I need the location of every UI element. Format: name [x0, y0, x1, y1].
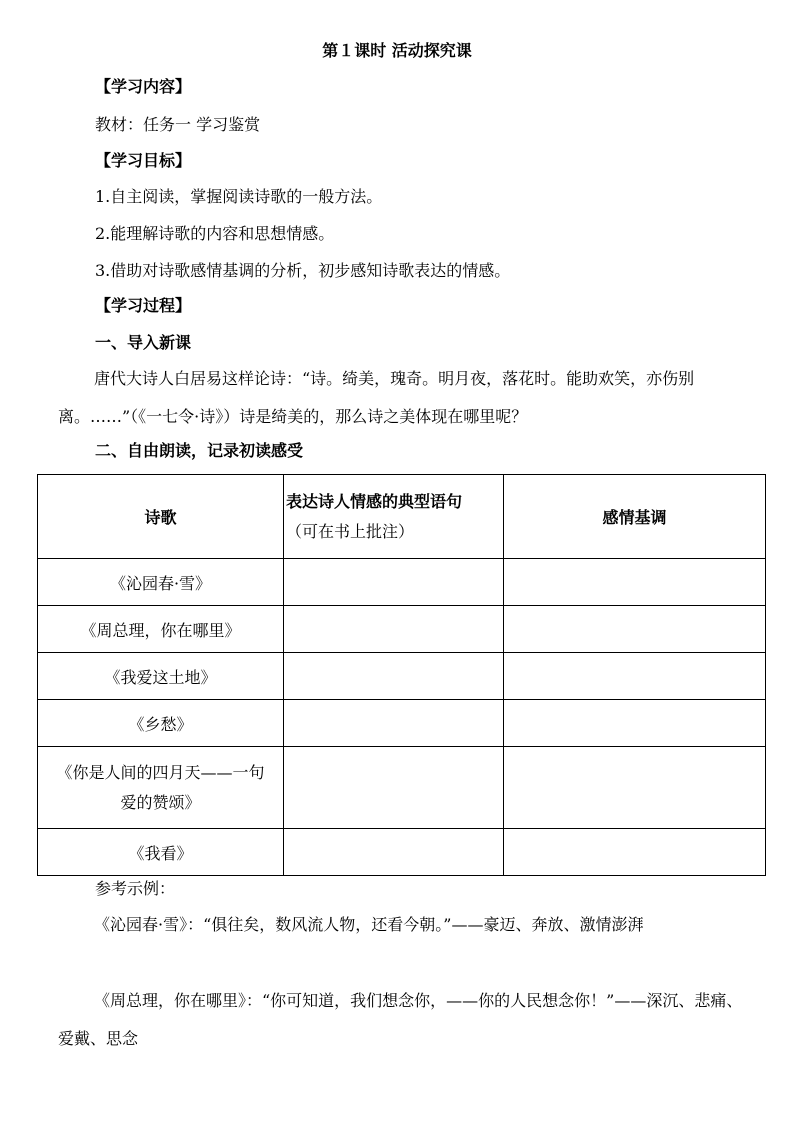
page-title: 第１课时 活动探究课 — [322, 41, 472, 60]
sentence-cell[interactable] — [284, 606, 504, 653]
tone-cell[interactable] — [504, 653, 766, 700]
tone-cell[interactable] — [504, 559, 766, 606]
process-heading: 【学习过程】 — [95, 296, 192, 315]
reference-example-text: 《沁园春·雪》：“俱往矣，数风流人物，还看今朝。”——豪迈、奔放、激情澎湃 — [94, 915, 644, 934]
table-row — [38, 559, 766, 606]
poem-cell-line1: 《你是人间的四月天——一句 — [56, 762, 265, 782]
table-row — [38, 606, 766, 653]
intro-paragraph — [58, 360, 738, 436]
tone-cell[interactable] — [504, 606, 766, 653]
header-tone: 感情基调 — [504, 475, 766, 559]
content-text: 教材：任务一 学习鉴赏 — [95, 115, 261, 134]
step1-heading: 一、导入新课 — [95, 333, 192, 352]
table-row — [38, 747, 766, 829]
table-header-row — [38, 475, 766, 559]
sentence-cell[interactable] — [284, 700, 504, 747]
table-row — [38, 700, 766, 747]
goal-item: 3.借助对诗歌感情基调的分析，初步感知诗歌表达的情感。 — [95, 261, 511, 280]
reference-example — [58, 906, 748, 944]
reference-label: 参考示例： — [95, 879, 176, 898]
tone-cell[interactable] — [504, 829, 766, 876]
poem-cell: 《周总理，你在哪里》 — [38, 606, 284, 653]
sentence-cell[interactable] — [284, 559, 504, 606]
poem-table — [37, 474, 766, 876]
header-poem: 诗歌 — [38, 475, 284, 559]
header-sentence-main: 表达诗人情感的典型语句 — [286, 491, 463, 511]
tone-cell[interactable] — [504, 700, 766, 747]
goals-heading: 【学习目标】 — [95, 151, 192, 170]
intro-text: 唐代大诗人白居易这样论诗：“诗。绮美，瑰奇。明月夜，落花时。能助欢笑，亦伤别离。……”（《一七令·诗》）诗是绮美的，那么诗之美体现在哪里呢？ — [58, 369, 695, 426]
content-heading: 【学习内容】 — [95, 77, 192, 96]
step2-heading: 二、自由朗读，记录初读感受 — [95, 441, 304, 460]
poem-cell-line2: 爱的赞颂》 — [120, 792, 201, 812]
goal-item: 2.能理解诗歌的内容和思想情感。 — [95, 224, 335, 243]
poem-cell: 《我爱这土地》 — [38, 653, 284, 700]
poem-cell: 《乡愁》 — [38, 700, 284, 747]
poem-cell — [38, 747, 284, 829]
sentence-cell[interactable] — [284, 653, 504, 700]
header-sentence — [284, 475, 504, 559]
sentence-cell[interactable] — [284, 829, 504, 876]
reference-example-text: 《周总理，你在哪里》：“你可知道，我们想念你，——你的人民想念你！”——深沉、悲痛、爱戴、思念 — [58, 991, 743, 1048]
goal-item: 1.自主阅读，掌握阅读诗歌的一般方法。 — [95, 187, 383, 206]
sentence-cell[interactable] — [284, 747, 504, 829]
table-row — [38, 829, 766, 876]
poem-cell: 《沁园春·雪》 — [38, 559, 284, 606]
poem-cell: 《我看》 — [38, 829, 284, 876]
reference-example — [58, 982, 748, 1058]
tone-cell[interactable] — [504, 747, 766, 829]
header-sentence-sub: （可在书上批注） — [286, 521, 415, 541]
table-row — [38, 653, 766, 700]
